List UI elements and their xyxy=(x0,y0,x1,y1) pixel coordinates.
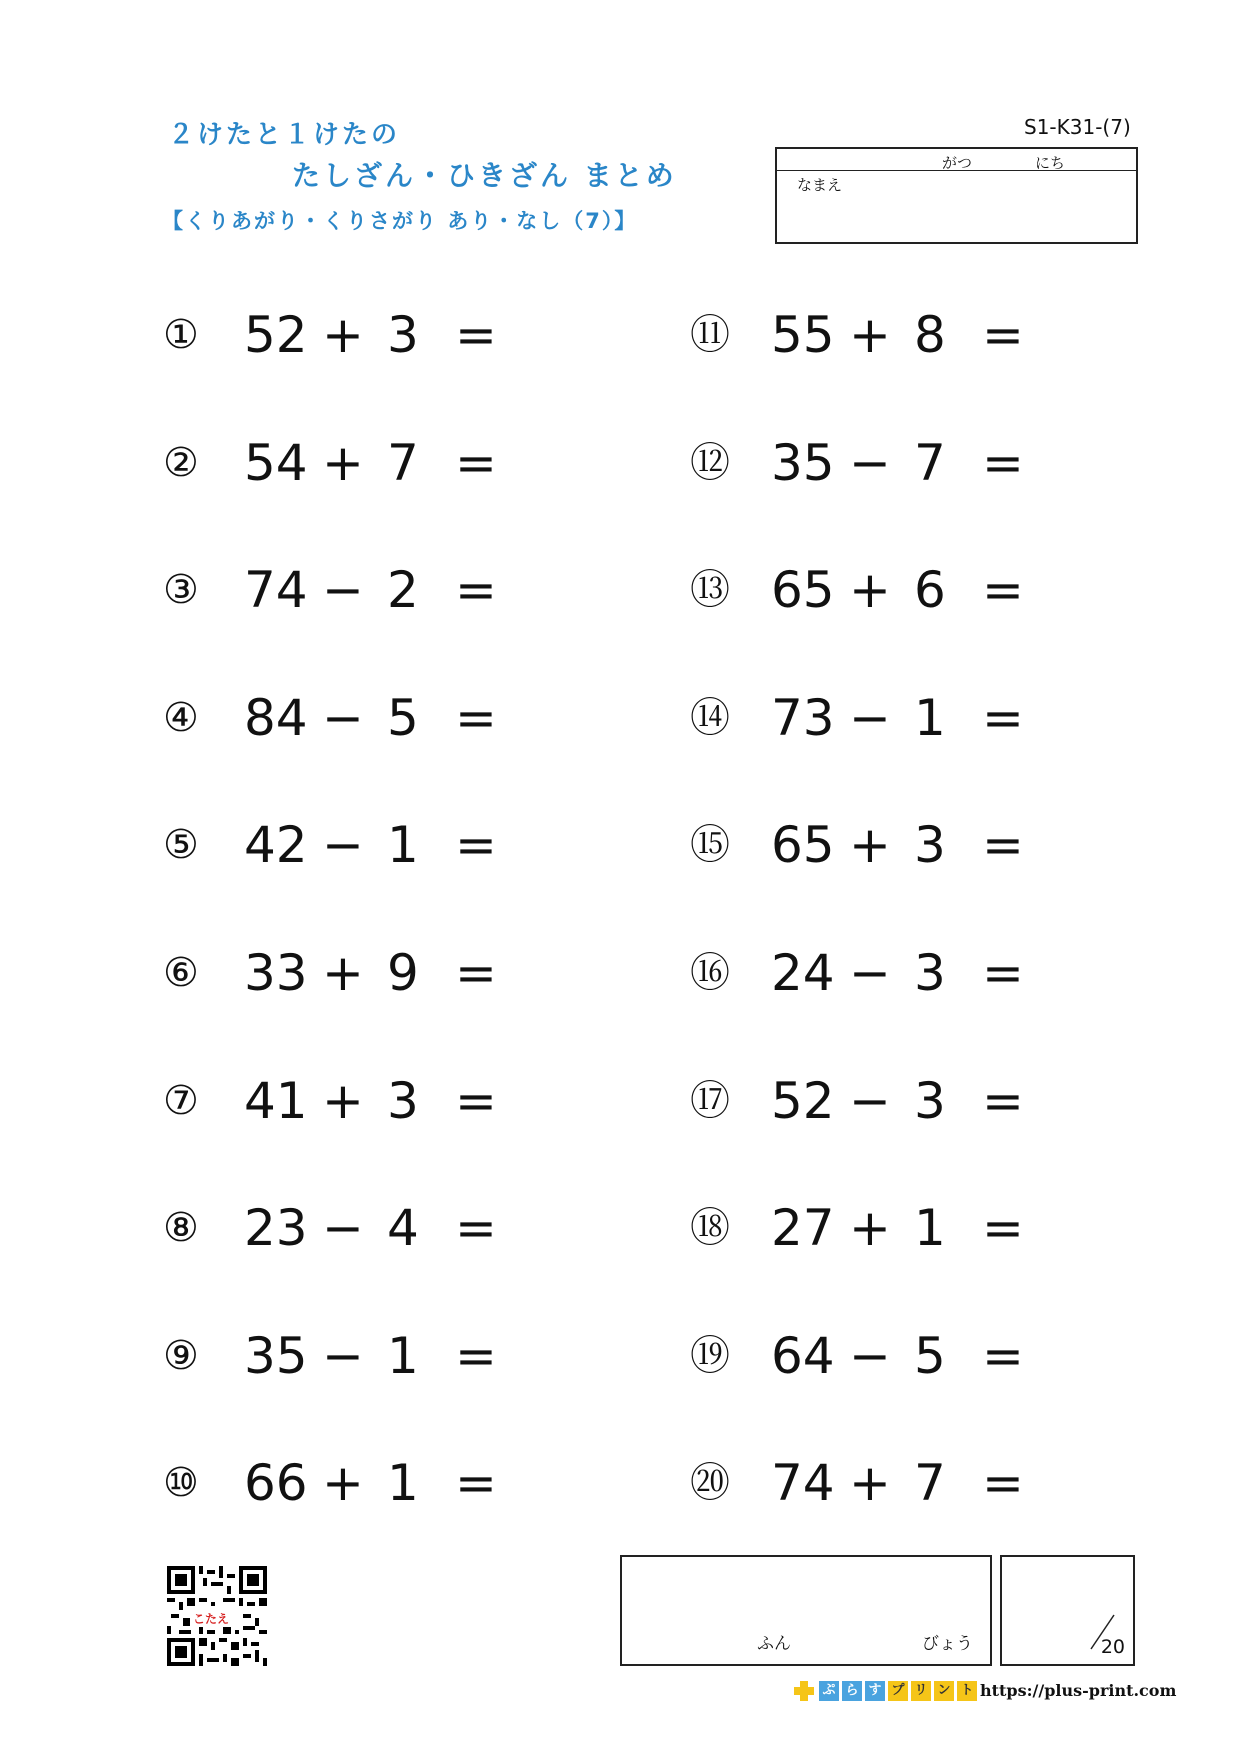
problem-number: ⑪ xyxy=(690,312,730,358)
operator: + xyxy=(322,1072,364,1130)
second-operand: 3 xyxy=(914,816,946,874)
name-date-box xyxy=(775,147,1138,244)
first-operand: 65 xyxy=(771,816,835,874)
second-operand: 5 xyxy=(914,1327,946,1385)
first-operand: 74 xyxy=(244,561,308,619)
equals-sign: = xyxy=(982,1199,1024,1257)
operator: + xyxy=(849,1199,891,1257)
subtitle: 【くりあがり・くりさがり あり・なし（7）】 xyxy=(162,209,638,233)
logo-char-tile: す xyxy=(865,1681,885,1701)
operator: − xyxy=(322,1199,364,1257)
equals-sign: = xyxy=(982,1327,1024,1385)
logo-char-tile: ト xyxy=(957,1681,977,1701)
operator: − xyxy=(849,1327,891,1385)
logo-char-tile: ぷ xyxy=(819,1681,839,1701)
problem-number: ③ xyxy=(163,567,199,613)
problem-number: ⑰ xyxy=(690,1078,730,1124)
problem-number: ⑯ xyxy=(690,950,730,996)
first-operand: 64 xyxy=(771,1327,835,1385)
problem-number: ⑬ xyxy=(690,567,730,613)
first-operand: 42 xyxy=(244,816,308,874)
problem-number: ① xyxy=(163,312,199,358)
problem-number: ⑭ xyxy=(690,695,730,741)
operator: + xyxy=(849,816,891,874)
first-operand: 65 xyxy=(771,561,835,619)
first-operand: 55 xyxy=(771,306,835,364)
problem-number: ⑱ xyxy=(690,1205,730,1251)
second-operand: 8 xyxy=(914,306,946,364)
qr-answer-label: こたえ xyxy=(190,1610,232,1627)
plus-sign-icon xyxy=(793,1680,815,1702)
second-operand: 7 xyxy=(914,1454,946,1512)
logo-char-tile: リ xyxy=(911,1681,931,1701)
equals-sign: = xyxy=(455,434,497,492)
first-operand: 54 xyxy=(244,434,308,492)
operator: + xyxy=(322,306,364,364)
problem-number: ⑮ xyxy=(690,822,730,868)
name-label: なまえ xyxy=(797,176,843,194)
second-operand: 5 xyxy=(387,689,419,747)
equals-sign: = xyxy=(982,689,1024,747)
operator: + xyxy=(849,1454,891,1512)
equals-sign: = xyxy=(455,1327,497,1385)
problem-number: ⑤ xyxy=(163,822,199,868)
equals-sign: = xyxy=(455,816,497,874)
time-box xyxy=(620,1555,992,1666)
problem-number: ⑳ xyxy=(690,1460,730,1506)
first-operand: 84 xyxy=(244,689,308,747)
logo-char-tile: プ xyxy=(888,1681,908,1701)
problem-number: ⑧ xyxy=(163,1205,199,1251)
month-label: がつ xyxy=(942,154,973,172)
first-operand: 35 xyxy=(771,434,835,492)
second-operand: 3 xyxy=(387,1072,419,1130)
second-operand: 4 xyxy=(387,1199,419,1257)
problem-number: ② xyxy=(163,440,199,486)
first-operand: 52 xyxy=(244,306,308,364)
equals-sign: = xyxy=(455,1072,497,1130)
title-line-1: ２けたと１けたの xyxy=(168,120,401,150)
operator: − xyxy=(322,561,364,619)
first-operand: 33 xyxy=(244,944,308,1002)
equals-sign: = xyxy=(455,1454,497,1512)
second-operand: 1 xyxy=(914,689,946,747)
equals-sign: = xyxy=(982,306,1024,364)
operator: + xyxy=(322,434,364,492)
first-operand: 74 xyxy=(771,1454,835,1512)
operator: − xyxy=(849,689,891,747)
equals-sign: = xyxy=(455,944,497,1002)
first-operand: 52 xyxy=(771,1072,835,1130)
title-line-2: たしざん・ひきざん まとめ xyxy=(292,159,677,192)
operator: + xyxy=(849,306,891,364)
second-operand: 6 xyxy=(914,561,946,619)
second-operand: 7 xyxy=(914,434,946,492)
problem-number: ⑫ xyxy=(690,440,730,486)
problem-number: ⑨ xyxy=(163,1333,199,1379)
second-operand: 9 xyxy=(387,944,419,1002)
problem-number: ⑥ xyxy=(163,950,199,996)
operator: − xyxy=(322,1327,364,1385)
problem-number: ⑩ xyxy=(163,1460,199,1506)
equals-sign: = xyxy=(982,561,1024,619)
equals-sign: = xyxy=(982,944,1024,1002)
first-operand: 27 xyxy=(771,1199,835,1257)
second-operand: 1 xyxy=(387,1327,419,1385)
operator: + xyxy=(322,944,364,1002)
score-total: 20 xyxy=(1100,1636,1125,1658)
operator: + xyxy=(322,1454,364,1512)
site-url: https://plus-print.com xyxy=(980,1681,1177,1700)
second-operand: 1 xyxy=(914,1199,946,1257)
first-operand: 23 xyxy=(244,1199,308,1257)
problem-number: ⑦ xyxy=(163,1078,199,1124)
problem-number: ⑲ xyxy=(690,1333,730,1379)
equals-sign: = xyxy=(982,434,1024,492)
logo-char-tile: ン xyxy=(934,1681,954,1701)
equals-sign: = xyxy=(982,1454,1024,1512)
second-operand: 7 xyxy=(387,434,419,492)
second-operand: 3 xyxy=(387,306,419,364)
equals-sign: = xyxy=(455,1199,497,1257)
operator: − xyxy=(322,689,364,747)
first-operand: 66 xyxy=(244,1454,308,1512)
second-operand: 2 xyxy=(387,561,419,619)
operator: − xyxy=(322,816,364,874)
second-operand: 3 xyxy=(914,1072,946,1130)
operator: + xyxy=(849,561,891,619)
logo-char-tile: ら xyxy=(842,1681,862,1701)
minutes-label: ふん xyxy=(757,1634,791,1654)
equals-sign: = xyxy=(982,1072,1024,1130)
day-label: にち xyxy=(1035,154,1066,172)
equals-sign: = xyxy=(455,561,497,619)
equals-sign: = xyxy=(455,689,497,747)
first-operand: 35 xyxy=(244,1327,308,1385)
second-operand: 1 xyxy=(387,1454,419,1512)
problem-number: ④ xyxy=(163,695,199,741)
plus-print-logo xyxy=(793,1678,980,1704)
operator: − xyxy=(849,1072,891,1130)
seconds-label: びょう xyxy=(922,1634,973,1654)
operator: − xyxy=(849,944,891,1002)
first-operand: 41 xyxy=(244,1072,308,1130)
second-operand: 1 xyxy=(387,816,419,874)
score-box xyxy=(1000,1555,1135,1666)
operator: − xyxy=(849,434,891,492)
equals-sign: = xyxy=(982,816,1024,874)
first-operand: 73 xyxy=(771,689,835,747)
first-operand: 24 xyxy=(771,944,835,1002)
second-operand: 3 xyxy=(914,944,946,1002)
worksheet-code: S1-K31-(7) xyxy=(1024,115,1131,139)
equals-sign: = xyxy=(455,306,497,364)
